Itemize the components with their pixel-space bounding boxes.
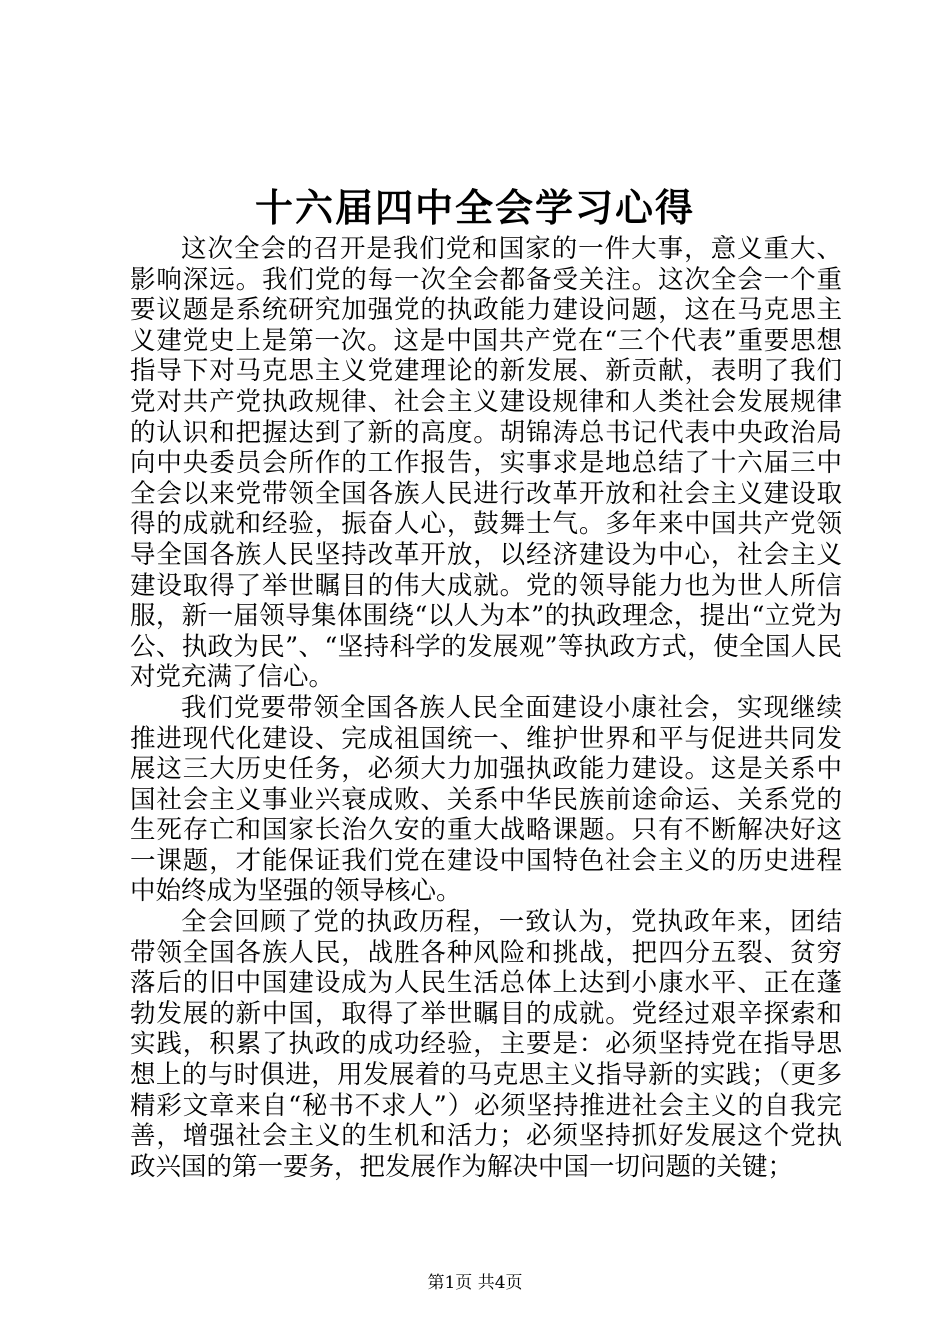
page-footer: 第1页 共4页 [427, 1273, 523, 1293]
paragraph-2: 我们党要带领全国各族人民全面建设小康社会，实现继续推进现代化建设、完成祖国统一、维护世界和平与促进共同发展这三大历史任务，必须大力加强执政能力建设。这是关系中国社会主义事业兴衰成败、关系中华民族前途命运、关系党的生死存亡和国家长治久安的重大战略课题。只有不断解决好这一课题，才能保证我们党在建设中国特色社会主义的历史进程中始终成为坚强的领导核心。 [130, 692, 842, 907]
document-title: 十六届四中全会学习心得 [254, 185, 695, 230]
paragraph-3: 全会回顾了党的执政历程，一致认为，党执政年来，团结带领全国各族人民，战胜各种风险和挑战，把四分五裂、贫穷落后的旧中国建设成为人民生活总体上达到小康水平、正在蓬勃发展的新中国，取得了举世瞩目的成就。党经过艰辛探索和实践，积累了执政的成功经验，主要是：必须坚持党在指导思想上的与时俱进，用发展着的马克思主义指导新的实践；（更多精彩文章来自“秘书不求人”）必须坚持推进社会主义的自我完善，增强社会主义的生机和活力；必须坚持抓好发展这个党执政兴国的第一要务，把发展作为解决中国一切问题的关键； [130, 907, 842, 1182]
paragraph-1: 这次全会的召开是我们党和国家的一件大事，意义重大、影响深远。我们党的每一次全会都备受关注。这次全会一个重要议题是系统研究加强党的执政能力建设问题，这在马克思主义建党史上是第一次。这是中国共产党在“三个代表”重要思想指导下对马克思主义党建理论的新发展、新贡献，表明了我们党对共产党执政规律、社会主义建设规律和人类社会发展规律的认识和把握达到了新的高度。胡锦涛总书记代表中央政治局向中央委员会所作的工作报告，实事求是地总结了十六届三中全会以来党带领全国各族人民进行改革开放和社会主义建设取得的成就和经验，振奋人心，鼓舞士气。多年来中国共产党领导全国各族人民坚持改革开放，以经济建设为中心，社会主义建设取得了举世瞩目的伟大成就。党的领导能力也为世人所信服，新一届领导集体围绕“以人为本”的执政理念，提出“立党为公、执政为民”、“坚持科学的发展观”等执政方式，使全国人民对党充满了信心。 [130, 234, 842, 693]
document-body [130, 234, 842, 1182]
